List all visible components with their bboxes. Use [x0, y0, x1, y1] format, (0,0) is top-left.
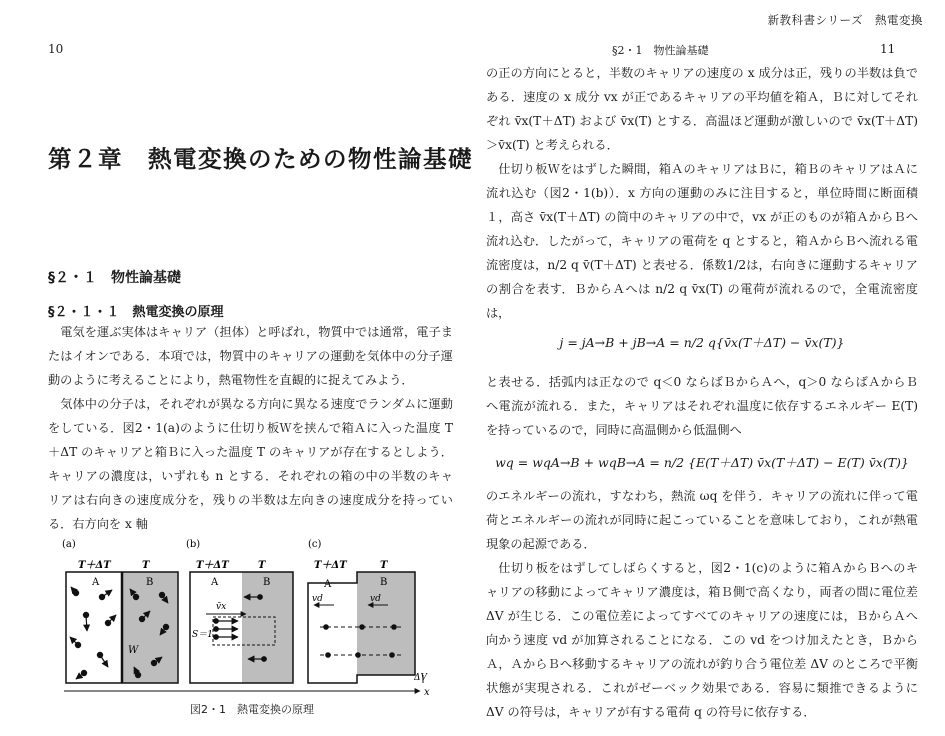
panel-c-left-temp: T＋ΔT	[314, 560, 347, 571]
figure-2-1	[58, 535, 438, 700]
panel-a-label-b: B	[146, 577, 154, 588]
equation-heat-flow: wq = wqA→B + wqB→A = n/2 {E(T＋ΔT) v̄x(T＋ΔT) − E(T) v̄x(T)}	[495, 455, 909, 470]
figure-panel-b	[186, 539, 293, 683]
panel-b-area: S＝1	[192, 630, 213, 640]
running-head: §2・1 物性論基礎	[612, 44, 709, 57]
panel-b-velocity: v̄x	[216, 602, 227, 612]
equation-current-density: j = jA→B + jB→A = n/2 q{v̄x(T＋ΔT) − v̄x(T)}	[559, 335, 845, 350]
section-heading: §２・１ 物性論基礎	[48, 270, 181, 286]
subsection-heading: §２・１・１ 熱電変換の原理	[48, 305, 224, 320]
panel-c-tag: (c)	[308, 539, 322, 550]
panel-c-label-a: A	[324, 579, 332, 590]
panel-a-box-b-fill	[122, 572, 178, 683]
figure-panel-a	[62, 539, 178, 683]
panel-a-right-temp: T	[142, 560, 150, 571]
panel-a-label-w: W	[128, 645, 139, 656]
left-paragraph-1: 電気を運ぶ実体はキャリア（担体）と呼ばれ，物質中では通常，電子またはイオンである．本項では，物質中のキャリアの運動を気体中の分子運動のように考えることにより，熱電物性を直観的に捉えてみよう．	[48, 325, 453, 387]
panel-b-tag: (b)	[186, 539, 201, 550]
panel-c-vd-right: vd	[370, 594, 381, 604]
panel-b-right-temp: T	[258, 560, 266, 571]
panel-c-vd-left: vd	[312, 594, 323, 604]
figure-panel-c	[308, 539, 428, 683]
figure-caption: 図2・1 熱電変換の原理	[190, 703, 314, 716]
right-body-text-bottom	[486, 484, 918, 724]
panel-a-label-a: A	[92, 577, 100, 588]
right-body-text-mid	[486, 370, 918, 442]
panel-a-tag: (a)	[62, 539, 76, 550]
series-title: 新教科書シリーズ 熱電変換	[767, 13, 923, 27]
right-paragraph-4: のエネルギーの流れ，すなわち，熱流 ωq を伴う．キャリアの流れに伴って電荷とエネルギーの流れが同時に起こっていることを意味しており，これが熱電現象の起源である．	[486, 489, 918, 551]
chapter-title: 第２章 熱電変換のための物性論基礎	[48, 145, 473, 173]
panel-c-label-b: B	[380, 577, 388, 588]
right-paragraph-3: と表せる．括弧内は正なので q＜0 ならばＢからＡへ，q＞0 ならばＡからＢへ電流が流れる．また，キャリアはそれぞれ温度に依存するエネルギー E(T) を持っているので，同時に高温側から低温側へ	[486, 375, 918, 437]
right-body-text-top	[486, 61, 918, 325]
right-paragraph-2: 仕切り板Ｗをはずした瞬間，箱ＡのキャリアはＢに，箱ＢのキャリアはＡに流れ込む（図2・1(b)）．x 方向の運動のみに注目すると，単位時間に断面積１，高さ v̄x(T＋ΔT) の筒中のキャリアの中で，vx が正のものが箱ＡからＢへ流れ込む．したがって，キャリアの電荷を q とすると，箱ＡからＢへ流れる電流密度は，n/2 q v̄(T＋ΔT) と表せる．係数1/2は，右向きに運動するキャリアの割合を表す．ＢからＡへは n/2 q v̄x(T) の電荷が流れるので，全電流密度は，	[486, 162, 918, 320]
panel-b-left-temp: T＋ΔT	[196, 560, 229, 571]
panel-b-label-b: B	[263, 577, 271, 588]
right-paragraph-1: の正の方向にとると，半数のキャリアの速度の x 成分は正，残りの半数は負である．速度の x 成分 vx が正であるキャリアの平均値を箱Ａ，Ｂに対してそれぞれ v̄x(T＋ΔT) および v̄x(T) とする．高温ほど運動が激しいので v̄x(T＋ΔT)＞v̄x(T) と考えられる．	[486, 66, 918, 152]
left-body-text	[48, 320, 453, 536]
panel-b-label-a: A	[211, 577, 219, 588]
right-paragraph-5: 仕切り板をはずしてしばらくすると，図2・1(c)のように箱ＡからＢへのキャリアの移動によってキャリア濃度は，箱Ｂ側で高くなり，両者の間に電位差 ΔV が生じる．この電位差によってすべてのキャリアの速度には，ＢからＡへ向かう速度 vd が加算されることになる．この vd をつけ加えたとき，ＢからＡ，ＡからＢへ移動するキャリアの流れが釣り合う電位差 ΔV のところで平衡状態が実現される．これがゼーベック効果である．容易に類推できるように ΔV の符号は，キャリアが有する電荷 q の符号に依存する．	[486, 561, 918, 719]
right-page-number: 11	[880, 42, 896, 56]
panel-a-left-temp: T＋ΔT	[78, 560, 111, 571]
panel-c-right-temp: T	[380, 560, 388, 571]
panel-c-delta-v: ΔV	[414, 673, 427, 683]
left-page-number: 10	[48, 42, 64, 56]
panel-b-box-b-fill	[242, 572, 293, 683]
x-axis-label: x	[424, 687, 430, 698]
left-paragraph-2: 気体中の分子は，それぞれが異なる方向に異なる速度でランダムに運動をしている．図2・1(a)のように仕切り板Ｗを挟んで箱Ａに入った温度 T＋ΔT のキャリアと箱Ｂに入った温度 T のキャリアが存在するとしよう．キャリアの濃度は，いずれも n とする．それぞれの箱の中の半数のキャリアは右向きの速度成分を，残りの半数は左向きの速度成分を持っている．右方向を x 軸	[48, 397, 453, 531]
